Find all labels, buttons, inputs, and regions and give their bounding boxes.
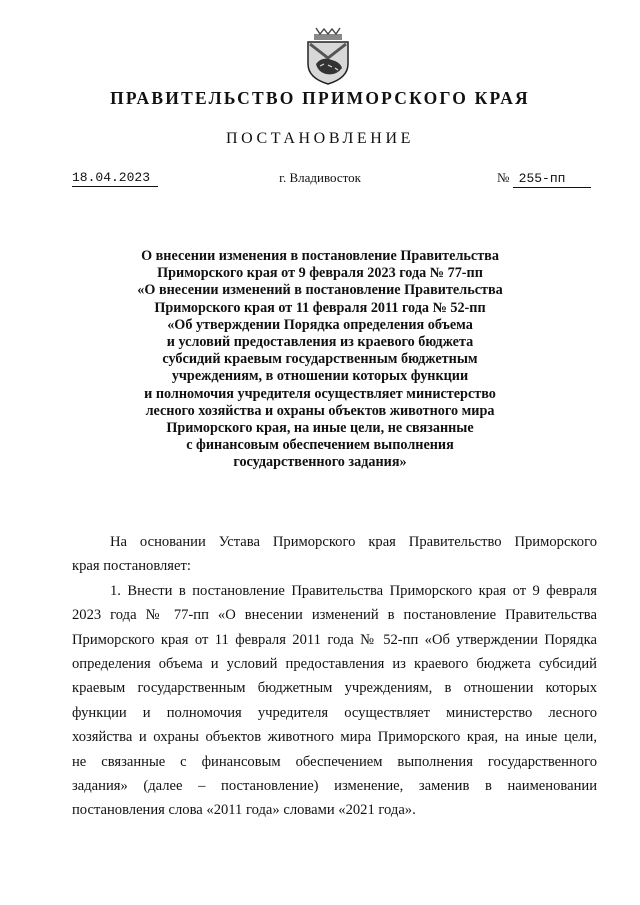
title-line: лесного хозяйства и охраны объектов животного мира: [145, 402, 495, 419]
coat-of-arms-icon: [302, 24, 354, 86]
body-line: На основании Устава Приморского края Правительство Приморского: [110, 534, 597, 550]
title-line: и условий предоставления из краевого бюджета: [166, 334, 474, 351]
document-city: г. Владивосток: [279, 170, 361, 185]
title-line: О внесении изменения в постановление Правительства: [141, 248, 499, 264]
number-prefix: №: [497, 170, 510, 185]
title-line: Приморского края, на иные цели, не связанные: [166, 420, 474, 437]
title-line: и полномочия учредителя осуществляет министерство: [144, 385, 496, 402]
title-line: учреждениям, в отношении которых функции: [171, 368, 469, 385]
title-line: «О внесении изменений в постановление Правительства: [137, 282, 503, 299]
title-line: государственного задания»: [233, 454, 407, 471]
title-line: субсидий краевым государственным бюджетным: [162, 351, 478, 368]
title-line: с финансовым обеспечением выполнения: [186, 437, 454, 454]
body-line: задания» (далее – постановление) изменение, заменив в наименовании: [72, 777, 597, 794]
body-line: края постановляет:: [72, 558, 191, 575]
document-type: ПОСТАНОВЛЕНИЕ: [226, 130, 414, 147]
organization-title: ПРАВИТЕЛЬСТВО ПРИМОРСКОГО КРАЯ: [110, 88, 530, 108]
body-line: Приморского края от 11 февраля 2011 года № 52-пп «Об утверждении Порядка: [72, 631, 597, 648]
body-line: определения объема и условий предоставления из краевого бюджета субсидий: [72, 655, 597, 672]
title-line: Приморского края от 11 февраля 2011 года № 52-пп: [154, 299, 486, 316]
body-line: функции и полномочия учредителя осуществляет министерство лесного: [72, 704, 597, 721]
body-line: хозяйства и охраны объектов животного мира Приморского края, на иные цели,: [72, 729, 597, 746]
body-line: краевым государственным бюджетным учреждениям, в отношении которых: [72, 680, 597, 697]
title-line: Приморского края от 9 февраля 2023 года № 77-пп: [157, 265, 483, 282]
body-line: постановления слова «2011 года» словами «2021 года».: [72, 802, 416, 819]
document-number: [497, 170, 591, 188]
document-body: [72, 530, 597, 823]
body-line: 1. Внести в постановление Правительства Приморского края от 9 февраля: [110, 582, 597, 599]
document-title: [0, 248, 640, 472]
document-date: 18.04.2023: [72, 170, 158, 187]
body-line: 2023 года № 77-пп «О внесении изменений в постановление Правительства: [72, 607, 597, 624]
body-line: не связанные с финансовым обеспечением выполнения государственного: [72, 753, 597, 770]
title-line: «Об утверждении Порядка определения объема: [167, 316, 473, 333]
number-value: 255-пп: [513, 171, 591, 188]
